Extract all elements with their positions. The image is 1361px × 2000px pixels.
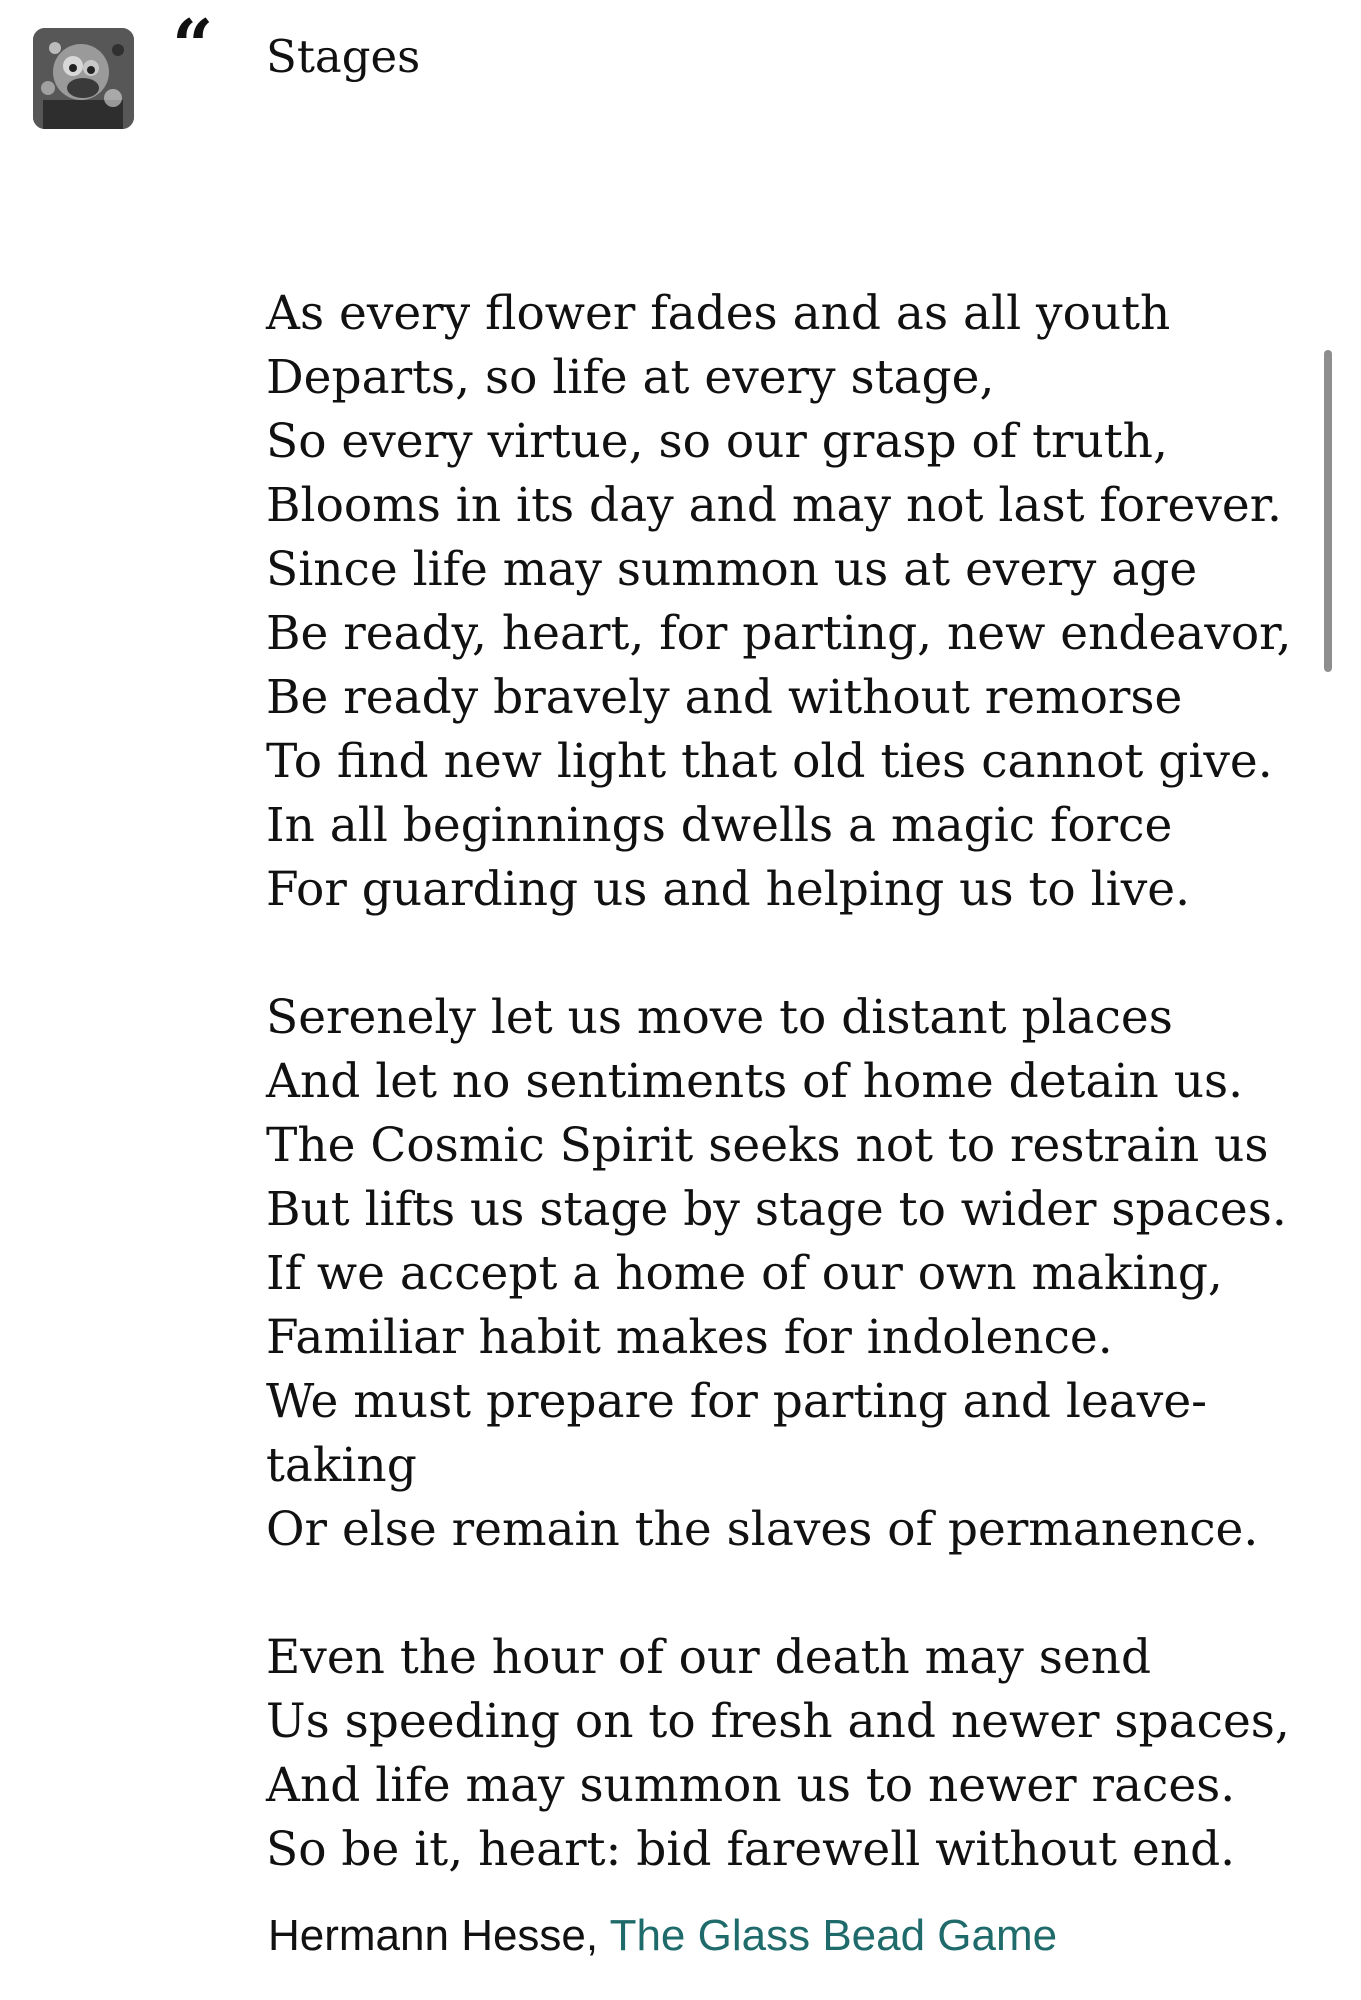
poem-line: Blooms in its day and may not last forever.	[266, 478, 1282, 533]
poem-line: Departs, so life at every stage,	[266, 350, 995, 405]
poem-line: Even the hour of our death may send	[266, 1630, 1152, 1685]
poem-line: To find new light that old ties cannot give.	[266, 734, 1273, 789]
poem-line: Be ready bravely and without remorse	[266, 670, 1183, 725]
poem-line: The Cosmic Spirit seeks not to restrain us	[266, 1118, 1269, 1173]
poem-line: So be it, heart: bid farewell without end.	[266, 1822, 1236, 1877]
author-avatar[interactable]	[33, 28, 134, 129]
poem-line: If we accept a home of our own making,	[266, 1246, 1223, 1301]
poem-line: Since life may summon us at every age	[266, 542, 1198, 597]
poem-line: Serenely let us move to distant places	[266, 990, 1173, 1045]
author-name: Hermann Hesse,	[268, 1911, 599, 1960]
quote-header	[0, 0, 1361, 140]
stanza-1	[266, 282, 1316, 922]
poem-line: For guarding us and helping us to live.	[266, 862, 1191, 917]
poem-line: Familiar habit makes for indolence.	[266, 1310, 1113, 1365]
poem-line: And let no sentiments of home detain us.	[266, 1054, 1244, 1109]
poem-line: In all beginnings dwells a magic force	[266, 798, 1173, 853]
stanza-2	[266, 986, 1316, 1562]
author-portrait-image	[33, 28, 134, 129]
poem-line: And life may summon us to newer races.	[266, 1758, 1236, 1813]
book-title-link[interactable]: The Glass Bead Game	[609, 1911, 1058, 1960]
poem-line: Be ready, heart, for parting, new endeavor,	[266, 606, 1292, 661]
poem-line: But lifts us stage by stage to wider spaces.	[266, 1182, 1287, 1237]
quote-title: Stages	[266, 30, 421, 83]
poem-line: So every virtue, so our grasp of truth,	[266, 414, 1168, 469]
poem-line: We must prepare for parting and leave-	[266, 1374, 1208, 1429]
poem-line: As every flower fades and as all youth	[266, 286, 1171, 341]
quote-mark-icon: “	[172, 3, 214, 88]
poem-body	[266, 282, 1316, 1882]
poem-line: Or else remain the slaves of permanence.	[266, 1502, 1259, 1557]
vertical-scrollbar[interactable]	[1324, 350, 1332, 672]
stanza-3	[266, 1626, 1316, 1882]
quote-attribution	[268, 1910, 1057, 1963]
poem-line: taking	[266, 1438, 417, 1493]
poem-line: Us speeding on to fresh and newer spaces,	[266, 1694, 1290, 1749]
